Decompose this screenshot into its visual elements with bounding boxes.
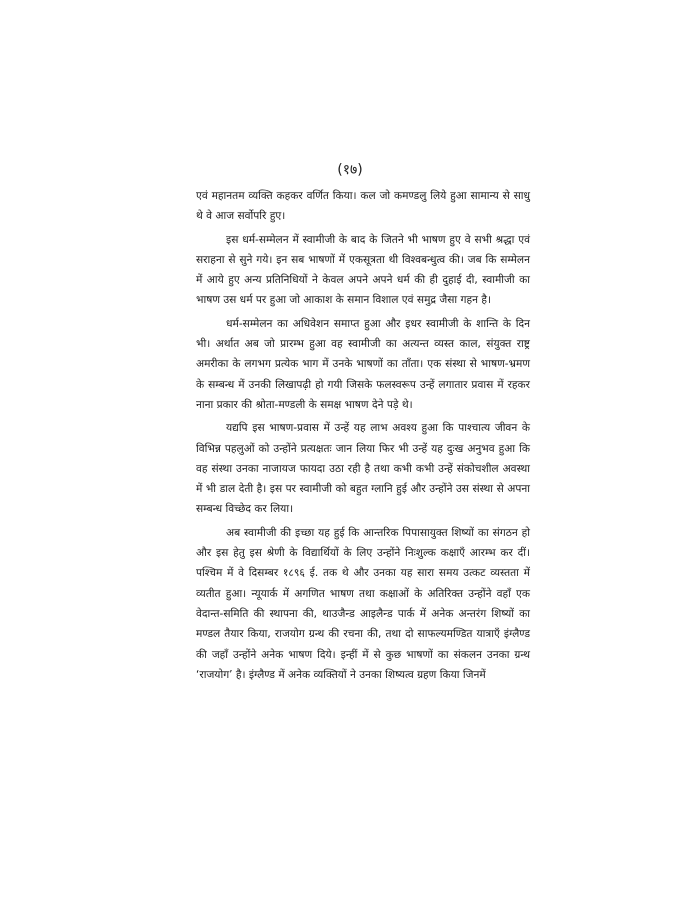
page-number: (१७) [337,162,363,178]
paragraph-1: एवं महानतम व्यक्ति कहकर वर्णित किया। कल जो कमण्डलु लिये हुआ सामान्य से साधु थे वे आज सर्वोपरि हुए। [196,190,530,223]
paragraph-4: यद्यपि इस भाषण-प्रवास में उन्हें यह लाभ अवश्य हुआ कि पाश्चात्य जीवन के विभिन्न पहलुओं को उन्होंने प्रत्यक्षतः जान लिया फिर भी उन्हें यह दुःख अनुभव हुआ कि वह संस्था उनका नाजायज फायदा उठा रही है तथा कभी कभी उन्हें संकोचशील अवस्था में भी डाल देती है। इस पर स्वामीजी को बहुत ग्लानि हुई और उन्होंने उस संस्था से अपना सम्बन्ध विच्छेद कर लिया। [196,422,530,516]
paragraph-2: इस धर्म-सम्मेलन में स्वामीजी के बाद के जितने भी भाषण हुए वे सभी श्रद्धा एवं सराहना से सुने गये। इन सब भाषणों में एकसूत्रता थी विश्वबन्धुत्व की। जब कि सम्मेलन में आये हुए अन्य प्रतिनिधियों ने केवल अपने अपने धर्म की ही दुहाई दी, स्वामीजी का भाषण उस धर्म पर हुआ जो आकाश के समान विशाल एवं समुद्र जैसा गहन है। [196,233,530,307]
paragraph-5: अब स्वामीजी की इच्छा यह हुई कि आन्तरिक पिपासायुक्त शिष्यों का संगठन हो और इस हेतु इस श्रेणी के विद्यार्थियों के लिए उन्होंने निःशुल्क कक्षाएँ आरम्भ कर दीं। पश्चिम में वे दिसम्बर १८९६ ई. तक थे और उनका यह सारा समय उत्कट व्यस्तता में व्यतीत हुआ। न्यूयार्क में अगणित भाषण तथा कक्षाओं के अतिरिक्त उन्होंने वहाँ एक वेदान्त-समिति की स्थापना की, थाउजैन्ड आइलैन्ड पार्क में अनेक अन्तरंग शिष्यों का मण्डल तैयार किया, राजयोग ग्रन्थ की रचना की, तथा दो साफल्यमण्डित यात्राएँ इंग्लैण्ड की जहाँ उन्होंने अनेक भाषण दिये। इन्हीं में से कुछ भाषणों का संकलन उनका ग्रन्थ ‘राजयोग’ है। इंग्लैण्ड में अनेक व्यक्तियों ने उनका शिष्यत्व ग्रहण किया जिनमें [196,526,530,681]
body-text [196,186,530,685]
paragraph-3: धर्म-सम्मेलन का अधिवेशन समाप्त हुआ और इधर स्वामीजी के शान्ति के दिन भी। अर्थात अब जो प्रारम्भ हुआ वह स्वामीजी का अत्यन्त व्यस्त काल, संयुक्त राष्ट्र अमरीका के लगभग प्रत्येक भाग में उनके भाषणों का ताँता। एक संस्था से भाषण-भ्रमण के सम्बन्ध में उनकी लिखापढ़ी हो गयी जिसके फलस्वरूप उन्हें लगातार प्रवास में रहकर नाना प्रकार की श्रोता-मण्डली के समक्ष भाषण देने पड़े थे। [196,317,530,411]
